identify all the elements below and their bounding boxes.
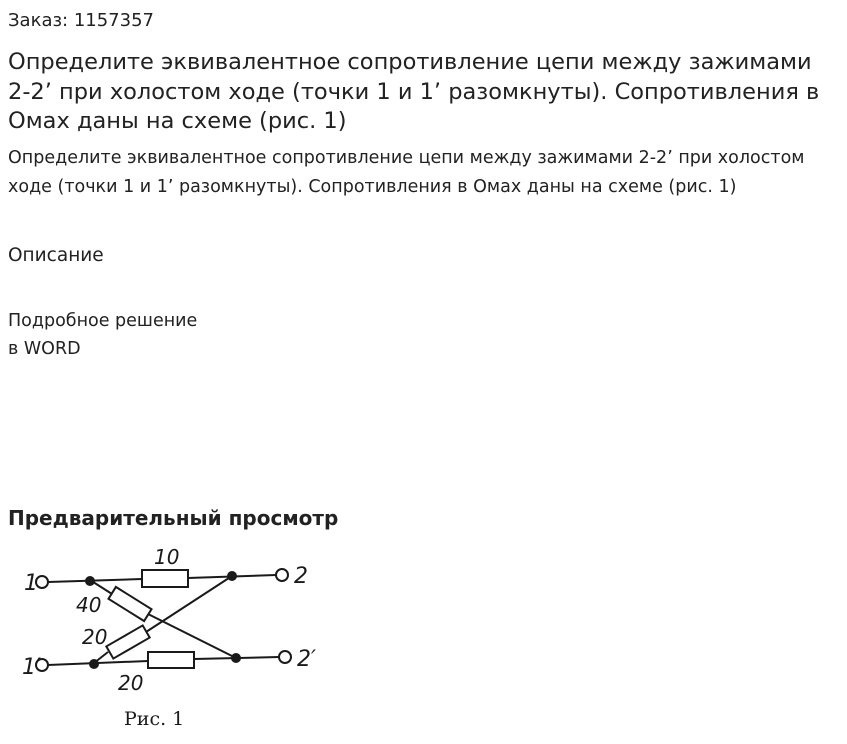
label-terminal-1-prime: 1′ [22,655,41,680]
node-bottom-right [231,653,241,663]
circuit-figure [14,538,334,738]
preview-heading: Предварительный просмотр [8,506,339,530]
task-description: Определите эквивалентное сопротивление цепи между зажимами 2-2’ при холостом ходе (точки 1 и 1’ разомкнуты). Сопротивления в Омах даны на схеме (рис. 1) [8,148,805,197]
label-resistor-top: 10 [154,545,180,569]
solution-line-1: Подробное решение [8,311,198,331]
description-section-label: Описание [8,245,104,266]
terminal-2-circle [276,569,288,581]
label-resistor-diag-down: 40 [76,593,102,617]
wire-top-left [48,579,142,582]
node-top-left [85,576,95,586]
node-bottom-left [89,659,99,669]
terminal-2-prime-circle [279,651,291,663]
order-number: Заказ: 1157357 [8,10,154,31]
resistor-top [142,570,188,587]
label-resistor-bottom: 20 [118,671,144,695]
label-terminal-2: 2 [294,564,308,589]
resistor-bottom [148,652,194,668]
resistor-diag-up [106,625,149,658]
node-top-right [227,571,237,581]
solution-info [8,307,197,363]
solution-line-2: в WORD [8,339,81,359]
resistor-diag-down [108,587,151,621]
page-title: Определите эквивалентное сопротивление цепи между зажимами 2-2’ при холостом ходе (точки 1 и 1’ разомкнуты). Сопротивления в Омах даны на схеме (рис. 1) [8,49,820,134]
label-resistor-diag-up: 20 [82,625,108,649]
label-terminal-2-prime: 2′ [297,647,316,672]
label-terminal-1: 1 [24,571,38,596]
figure-caption: Рис. 1 [124,708,185,730]
circuit-diagram [14,538,334,738]
